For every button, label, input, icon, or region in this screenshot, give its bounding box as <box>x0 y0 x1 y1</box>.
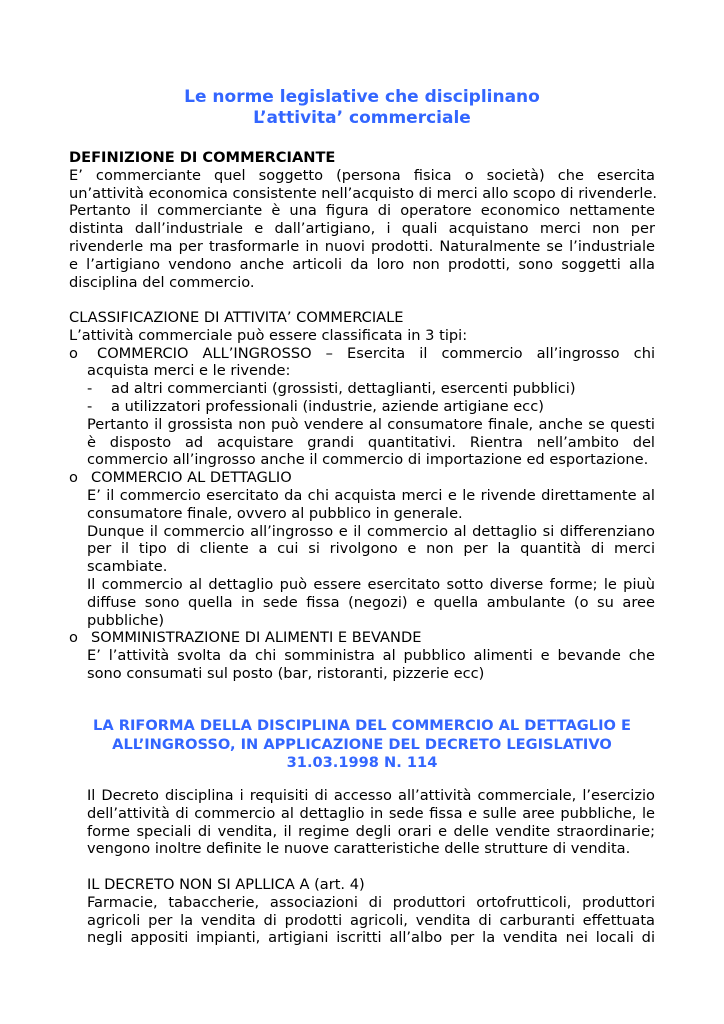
paragraph-line: Pertanto il commerciante è una figura di operatore economico nettamente <box>69 202 655 220</box>
title-line-1: Le norme legislative che disciplinano <box>184 87 540 107</box>
section-heading: IL DECRETO NON SI APLLICA A (art. 4) <box>87 876 365 893</box>
title-line: 31.03.1998 N. 114 <box>286 754 438 771</box>
list-item-line: diffuse sono quella in sede fissa (negozi) e quella ambulante (o su aree <box>87 593 655 611</box>
list-item-line: consumatore finale, ovvero al pubblico in generale. <box>87 504 463 522</box>
document-title <box>69 87 655 129</box>
sub-list-item-text: ad altri commercianti (grossisti, dettaglianti, esercenti pubblici) <box>111 380 576 398</box>
section-heading: CLASSIFICAZIONE DI ATTIVITA’ COMMERCIALE <box>69 309 404 326</box>
list-item-line: è disposto ad acquistare grandi quantitativi. Rientra nell’ambito del <box>87 433 655 451</box>
title-line-2: L’attivita’ commerciale <box>253 108 471 128</box>
list-item-line: Il commercio al dettaglio può essere esercitato sotto diverse forme; le piuù <box>87 575 655 593</box>
list-item-somministrazione <box>69 629 655 682</box>
list-item-line: sono consumati sul posto (bar, ristoranti, pizzerie ecc) <box>87 664 485 682</box>
section-intro: L’attività commerciale può essere classificata in 3 tipi: <box>69 326 468 344</box>
section-esclusioni <box>87 876 655 947</box>
paragraph-line: e l’artigiano vendono anche articoli da loro non prodotti, sono soggetti alla <box>69 255 655 273</box>
list-item-ingrosso <box>69 345 655 470</box>
dash-marker: - <box>87 397 93 415</box>
paragraph-line: vengono inoltre definite le nuove caratteristiche delle strutture di vendita. <box>87 840 631 858</box>
paragraph-line: E’ commerciante quel soggetto (persona fisica o società) che esercita <box>69 166 655 184</box>
paragraph-line: forme speciali di vendita, il regime degli orari e delle vendite straordinarie; <box>87 822 655 840</box>
list-item-dettaglio <box>69 469 655 629</box>
list-item-line: pubbliche) <box>87 611 165 629</box>
bullet-marker: o <box>69 344 78 362</box>
title-line: LA RIFORMA DELLA DISCIPLINA DEL COMMERCIO AL DETTAGLIO E <box>93 717 631 734</box>
list-item-line: per il tipo di cliente a cui si rivolgono e non per la quantità di merci <box>87 540 655 558</box>
list-item-line: Pertanto il grossista non può vendere al consumatore finale, anche se questi <box>87 415 655 433</box>
paragraph-line: agricoli per la vendita di prodotti agricoli, vendita di carburanti effettuata <box>87 911 655 929</box>
list-item-line: acquista merci e le rivende: <box>87 362 291 380</box>
list-item-heading: COMMERCIO AL DETTAGLIO <box>91 469 292 487</box>
sub-list-item-text: a utilizzatori professionali (industrie, aziende artigiane ecc) <box>111 397 544 415</box>
paragraph-line: rivenderle ma per trasformarle in nuovi prodotti. Naturalmente se l’industriale <box>69 237 655 255</box>
paragraph-line: dell’attività di commercio al dettaglio in sede fissa e sulle aree pubbliche, le <box>87 804 655 822</box>
list-item-heading: SOMMINISTRAZIONE DI ALIMENTI E BEVANDE <box>91 629 422 647</box>
paragraph-line: distinta dall’industriale e dall’artigiano, i quali acquistano merci non per <box>69 220 655 238</box>
title-line: ALL’INGROSSO, IN APPLICAZIONE DEL DECRETO LEGISLATIVO <box>112 735 612 753</box>
bullet-marker: o <box>69 629 78 647</box>
section-definizione <box>69 149 658 291</box>
list-item-line: scambiate. <box>87 558 168 576</box>
list-item-line: COMMERCIO ALL’INGROSSO – Esercita il commercio all’ingrosso chi <box>97 344 655 362</box>
dash-marker: - <box>87 380 93 398</box>
section-classificazione <box>69 309 655 683</box>
list-item-line: commercio all’ingrosso anche il commercio di importazione ed esportazione. <box>87 451 649 469</box>
list-item-line: E’ il commercio esercitato da chi acquista merci e le rivende direttamente al <box>87 486 655 504</box>
paragraph-line: negli appositi impianti, artigiani iscritti all’albo per la vendita nei locali di <box>87 929 655 947</box>
list-item-line: E’ l’attività svolta da chi somministra al pubblico alimenti e bevande che <box>87 647 655 665</box>
paragraph-line: un’attività economica consistente nell’acquisto di merci allo scopo di rivenderle. <box>69 184 658 202</box>
paragraph-line: disciplina del commercio. <box>69 273 255 291</box>
section-riforma-body <box>87 787 655 858</box>
paragraph-line: Il Decreto disciplina i requisiti di accesso all’attività commerciale, l’esercizio <box>87 787 655 804</box>
section-riforma-title <box>69 717 655 773</box>
sub-list-item <box>69 398 655 416</box>
sub-list-item <box>69 380 655 398</box>
list-item-line: Dunque il commercio all’ingrosso e il commercio al dettaglio si differenziano <box>87 522 655 540</box>
section-heading: DEFINIZIONE DI COMMERCIANTE <box>69 149 336 166</box>
bullet-marker: o <box>69 469 78 487</box>
paragraph-line: Farmacie, tabaccherie, associazioni di produttori ortofrutticoli, produttori <box>87 893 655 911</box>
